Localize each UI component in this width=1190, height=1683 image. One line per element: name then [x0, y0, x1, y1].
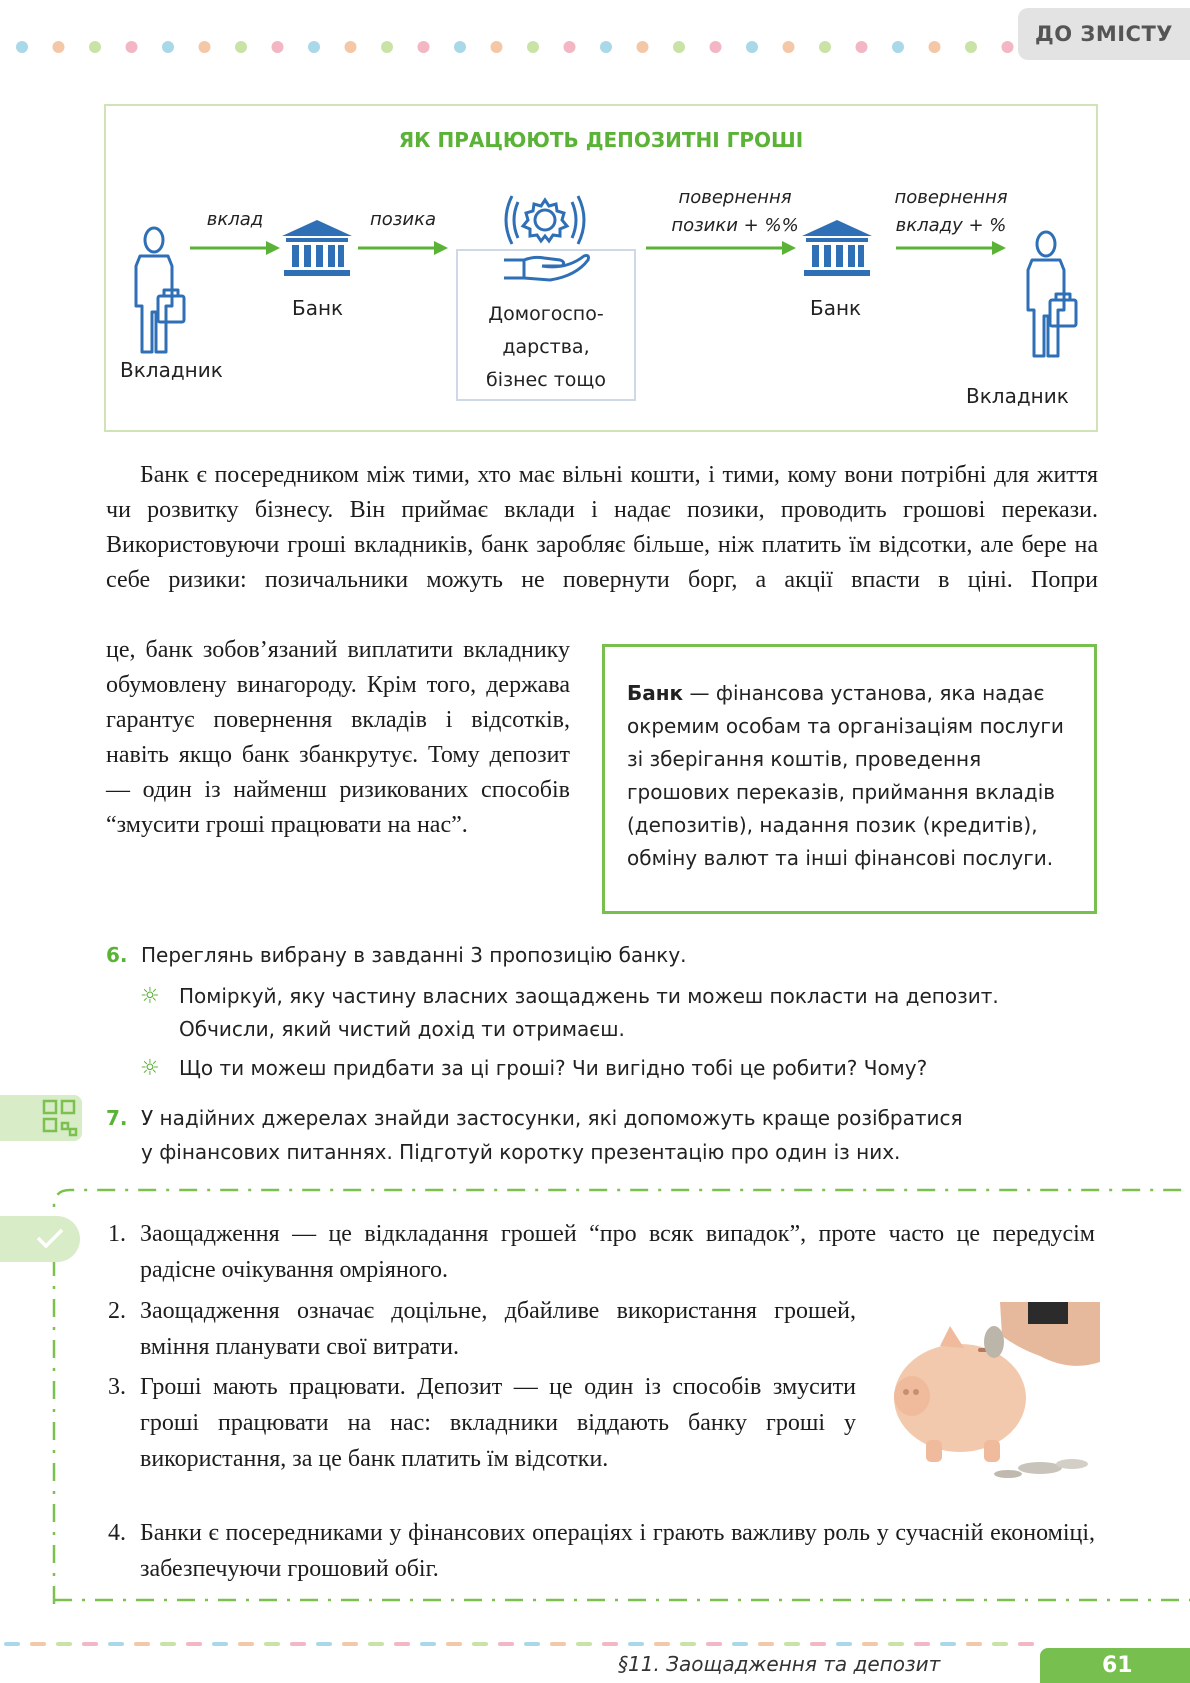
decorative-dash [576, 1642, 592, 1646]
footer-section-title: §11. Заощадження та депозит [618, 1652, 941, 1676]
deposit-money-diagram [104, 104, 1098, 432]
summary-item-2: Заощадження означає доцільне, дбайливе використання грошей, вміння планувати свої витрати. [140, 1298, 856, 1360]
decorative-dash [1018, 1642, 1034, 1646]
decorative-dash [82, 1642, 98, 1646]
qr-code-icon [0, 1095, 82, 1141]
bank-right-label: Банк [810, 296, 862, 320]
decorative-dash [836, 1642, 852, 1646]
decorative-dash [810, 1642, 826, 1646]
decorative-dash [758, 1642, 774, 1646]
decorative-dash [602, 1642, 618, 1646]
summary-item-number: 2. [108, 1298, 126, 1324]
decorative-dash [680, 1642, 696, 1646]
decorative-dash [784, 1642, 800, 1646]
sun-bullet-icon: ☼ [140, 984, 160, 1009]
decorative-dot-row [14, 40, 1024, 54]
arrow-right-icon [896, 240, 1006, 256]
summary-item-4: Банки є посередниками у фінансових операціях і грають важливу роль у сучасній економіці, забезпечуючи грошовий обіг. [140, 1520, 1095, 1582]
decorative-dash [862, 1642, 878, 1646]
task-7-line2: у фінансових питаннях. Підготуй коротку презентацію про один із них. [141, 1140, 901, 1164]
decorative-dot [892, 41, 904, 53]
sun-bullet-icon: ☼ [140, 1056, 160, 1081]
decorative-dash [212, 1642, 228, 1646]
decorative-dot [126, 41, 138, 53]
decorative-dash [420, 1642, 436, 1646]
decorative-dash [4, 1642, 20, 1646]
decorative-dot [856, 41, 868, 53]
decorative-dot [1002, 41, 1014, 53]
decorative-dash [472, 1642, 488, 1646]
decorative-dot [381, 41, 393, 53]
piggy-bank-image [890, 1302, 1100, 1482]
task-6-sub2: Що ти можеш придбати за ці гроші? Чи вигідно тобі це робити? Чому? [179, 1056, 928, 1080]
decorative-dash [30, 1642, 46, 1646]
decorative-dash [914, 1642, 930, 1646]
household-label: Домогоспо- дарства, бізнес тощо [486, 303, 606, 391]
decorative-dot [162, 41, 174, 53]
arrow-deposit-return-line1: повернення [894, 187, 1008, 208]
arrow-deposit-return-label [876, 184, 1026, 240]
page-number: 61 [1040, 1648, 1190, 1683]
decorative-dot [600, 41, 612, 53]
decorative-dot [564, 41, 576, 53]
task-7-line1: У надійних джерелах знайди застосунки, які допоможуть краще розібратися [141, 1106, 963, 1130]
decorative-dash [446, 1642, 462, 1646]
summary-item-1: Заощадження — це відкладання грошей “про всяк випадок”, проте часто це передусім радісне очікування омріяного. [140, 1221, 1095, 1283]
task-6-number: 6. [106, 943, 128, 967]
task-6-sub1-line1: Поміркуй, яку частину власних заощаджень ти можеш покласти на депозит. [179, 984, 999, 1008]
decorative-dot [527, 41, 539, 53]
bank-icon [802, 220, 872, 276]
arrow-right-icon [358, 240, 448, 256]
decorative-dash [316, 1642, 332, 1646]
decorative-dash [992, 1642, 1008, 1646]
gear-hand-icon [490, 186, 600, 286]
decorative-dash [264, 1642, 280, 1646]
summary-item-number: 4. [108, 1520, 126, 1546]
arrow-right-icon [190, 240, 280, 256]
depositor-right-label: Вкладник [966, 384, 1069, 408]
decorative-dash [134, 1642, 150, 1646]
task-6-sub1-line2: Обчисли, який чистий дохід ти отримаєш. [179, 1017, 625, 1041]
decorative-dash [290, 1642, 306, 1646]
decorative-dot [199, 41, 211, 53]
bank-icon [282, 220, 352, 276]
decorative-dash [368, 1642, 384, 1646]
bank-definition-box [602, 644, 1097, 914]
decorative-dash [394, 1642, 410, 1646]
decorative-dot [272, 41, 284, 53]
summary-item-3: Гроші мають працювати. Депозит — це один із способів змусити гроші працювати на нас: вкладники віддають банку гроші у використання, за це банк платить їм відсотки. [140, 1374, 856, 1472]
arrow-loan-return-line1: повернення [678, 187, 792, 208]
decorative-dot [965, 41, 977, 53]
decorative-dot [235, 41, 247, 53]
decorative-dash [238, 1642, 254, 1646]
decorative-dot [637, 41, 649, 53]
decorative-dot [454, 41, 466, 53]
arrow-deposit-label: вклад [206, 209, 264, 230]
footer-dash-line [0, 1640, 1040, 1648]
decorative-dash [186, 1642, 202, 1646]
definition-text: — фінансова установа, яка надає окремим особам та організаціям послуги зі зберігання коштів, проведення грошових переказів, приймання вкладів (депозитів), надання позик (кредитів), обміну валют та інші фінансові послуги. [627, 681, 1064, 870]
decorative-dash [732, 1642, 748, 1646]
decorative-dot [89, 41, 101, 53]
decorative-dash [966, 1642, 982, 1646]
main-paragraph-continued: це, банк зобов’язаний виплатити вкладнику обумовлену винагороду. Крім того, держава гарантує повернення вкладів і відсотків, навіть якщо банк збанкрутує. Тому депозит — один із найменш ризикованих способів “змусити гроші працювати на нас”. [106, 637, 570, 838]
decorative-dash [56, 1642, 72, 1646]
main-paragraph: Банк є посередником між тими, хто має вільні кошти, і тими, кому вони потрібні для життя чи розвитку бізнесу. Він приймає вклади і надає позики, проводить грошові перекази. Використовуючи гроші вкладників, банк заробляє більше, ніж платить їм відсотки, але бере на себе ризики: позичальники можуть не повернути борг, а акції впасти в ціні. Попри [106, 462, 1098, 593]
task-7-number: 7. [106, 1106, 128, 1130]
arrow-loan-label: позика [370, 209, 436, 230]
definition-term: Банк [627, 681, 684, 705]
decorative-dot [673, 41, 685, 53]
decorative-dot [308, 41, 320, 53]
decorative-dash [342, 1642, 358, 1646]
decorative-dot [710, 41, 722, 53]
summary-item-number: 3. [108, 1374, 126, 1400]
bank-left-label: Банк [292, 296, 344, 320]
depositor-left-label: Вкладник [120, 358, 223, 382]
task-6-text: Переглянь вибрану в завданні 3 пропозицію банку. [141, 943, 687, 967]
decorative-dot [345, 41, 357, 53]
arrow-right-icon [646, 240, 796, 256]
depositor-icon [1018, 230, 1082, 360]
depositor-icon [126, 226, 190, 356]
arrow-deposit-return-line2: вкладу + % [895, 215, 1007, 236]
decorative-dash [108, 1642, 124, 1646]
decorative-dash [498, 1642, 514, 1646]
decorative-dot [929, 41, 941, 53]
decorative-dot [783, 41, 795, 53]
diagram-title: ЯК ПРАЦЮЮТЬ ДЕПОЗИТНІ ГРОШІ [398, 128, 804, 152]
check-icon [0, 1216, 80, 1262]
decorative-dash [940, 1642, 956, 1646]
decorative-dash [888, 1642, 904, 1646]
decorative-dot [491, 41, 503, 53]
toc-button[interactable]: ДО ЗМІСТУ [1018, 8, 1190, 60]
decorative-dot [53, 41, 65, 53]
decorative-dot [16, 41, 28, 53]
arrow-loan-return-line2: позики + %% [671, 215, 799, 236]
decorative-dash [654, 1642, 670, 1646]
decorative-dot [819, 41, 831, 53]
decorative-dot [746, 41, 758, 53]
decorative-dash [160, 1642, 176, 1646]
summary-item-number: 1. [108, 1221, 126, 1247]
decorative-dash [628, 1642, 644, 1646]
decorative-dash [706, 1642, 722, 1646]
decorative-dot [418, 41, 430, 53]
decorative-dash [524, 1642, 540, 1646]
decorative-dash [550, 1642, 566, 1646]
